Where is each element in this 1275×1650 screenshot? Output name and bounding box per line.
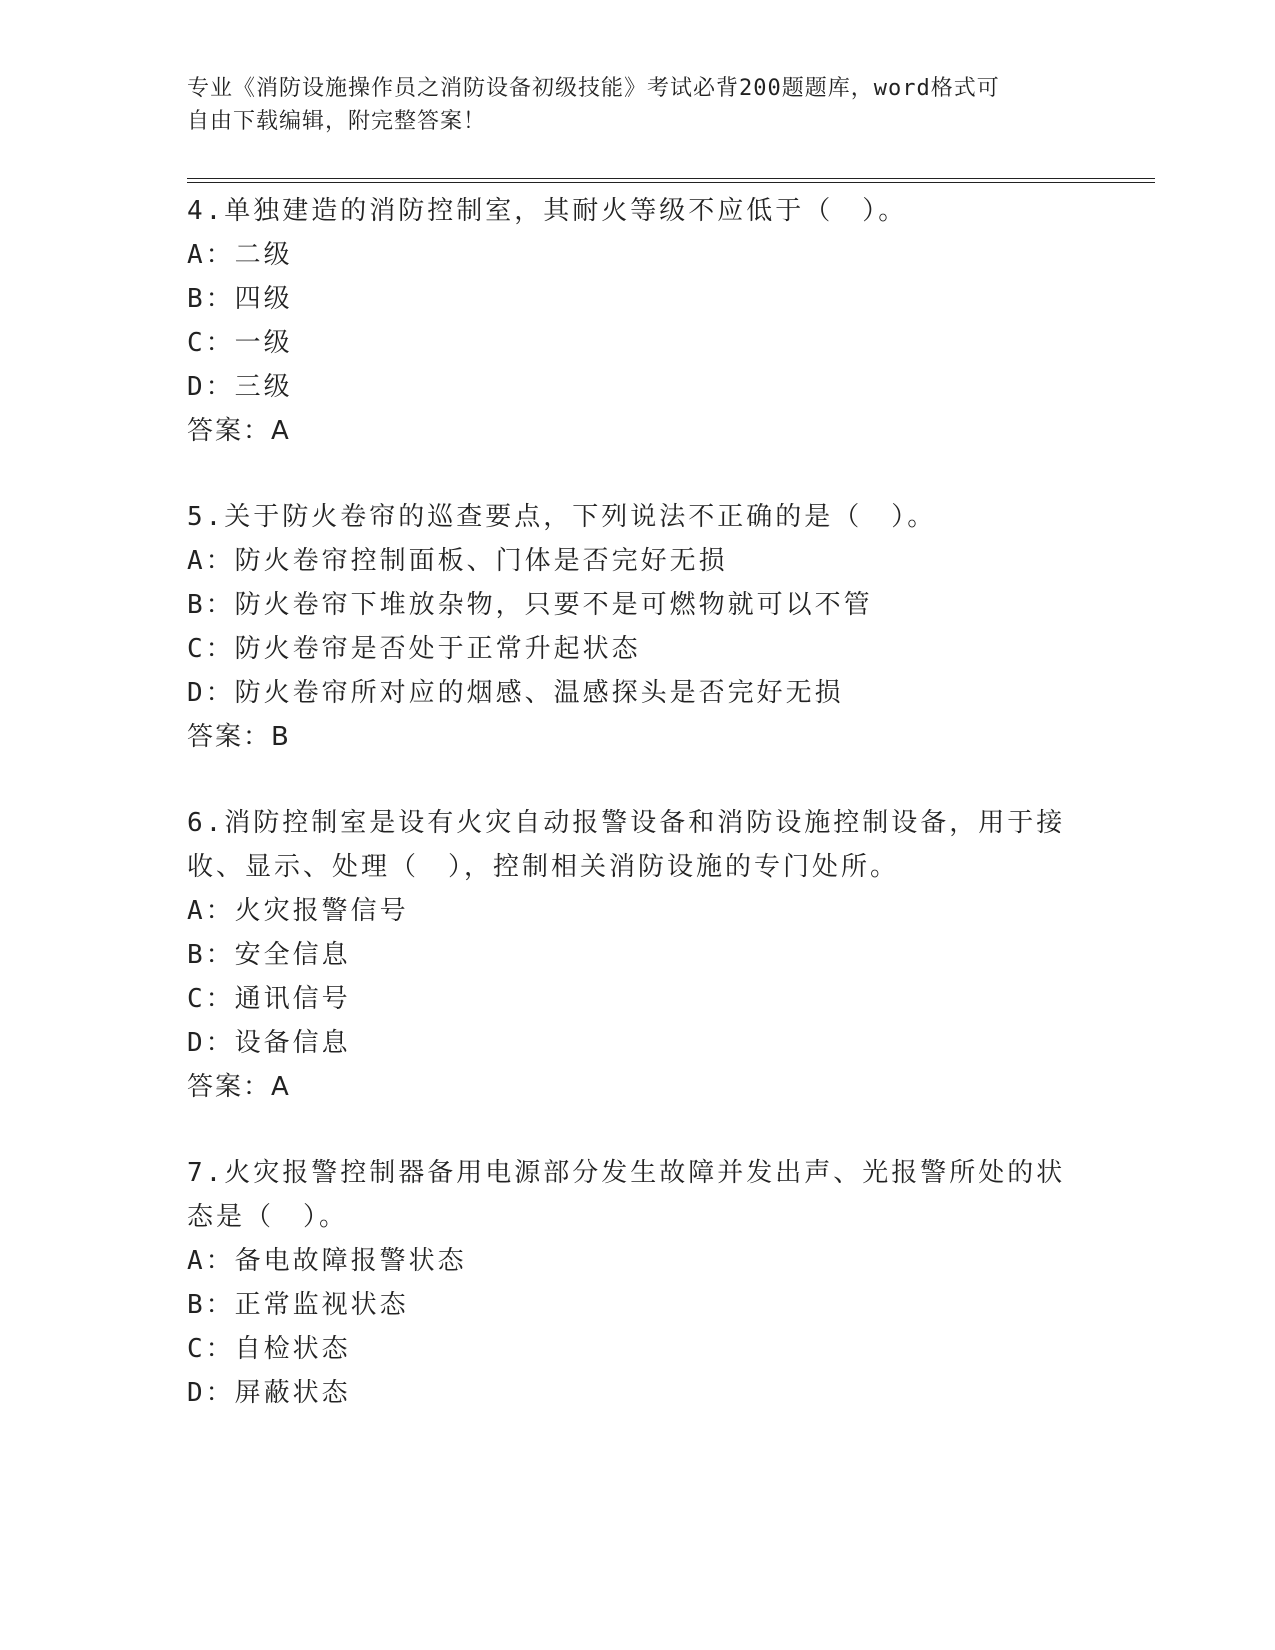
question-7-stem-line-2: 态是（ ）。: [187, 1202, 349, 1232]
header-divider-bottom: [187, 182, 1155, 183]
question-7-option-a: A：备电故障报警状态: [187, 1246, 467, 1276]
question-6-option-c: C：通讯信号: [187, 984, 351, 1014]
header-line-2: 自由下载编辑，附完整答案！: [187, 109, 487, 134]
question-5-option-b: B：防火卷帘下堆放杂物，只要不是可燃物就可以不管: [187, 590, 873, 620]
question-5-option-c: C：防火卷帘是否处于正常升起状态: [187, 634, 641, 664]
header-divider-top: [187, 178, 1155, 179]
question-5-option-d: D：防火卷帘所对应的烟感、温感探头是否完好无损: [187, 678, 844, 708]
question-7-stem-line-1: 7.火灾报警控制器备用电源部分发生故障并发出声、光报警所处的状: [187, 1158, 1066, 1188]
question-4-option-d: D：三级: [187, 372, 293, 402]
question-6-option-a: A：火灾报警信号: [187, 896, 409, 926]
question-6-option-d: D：设备信息: [187, 1028, 351, 1058]
question-6-answer: 答案：A: [187, 1072, 291, 1102]
question-7-option-b: B：正常监视状态: [187, 1290, 409, 1320]
question-6-stem-line-2: 收、显示、处理（ ），控制相关消防设施的专门处所。: [187, 852, 900, 882]
question-5-stem: 5.关于防火卷帘的巡查要点，下列说法不正确的是（ ）。: [187, 502, 937, 532]
question-4-answer: 答案：A: [187, 416, 291, 446]
question-5-answer: 答案：B: [187, 722, 291, 752]
question-5-option-a: A：防火卷帘控制面板、门体是否完好无损: [187, 546, 728, 576]
question-4-option-b: B：四级: [187, 284, 293, 314]
question-4-option-c: C：一级: [187, 328, 293, 358]
question-4-stem: 4.单独建造的消防控制室，其耐火等级不应低于（ ）。: [187, 196, 908, 226]
question-7-option-c: C：自检状态: [187, 1334, 351, 1364]
question-6-option-b: B：安全信息: [187, 940, 351, 970]
document-header: [187, 72, 1057, 138]
question-6-stem-line-1: 6.消防控制室是设有火灾自动报警设备和消防设施控制设备，用于接: [187, 808, 1066, 838]
question-4-option-a: A：二级: [187, 240, 293, 270]
header-line-1: 专业《消防设施操作员之消防设备初级技能》考试必背200题题库，word格式可: [187, 76, 1000, 101]
question-7-option-d: D：屏蔽状态: [187, 1378, 351, 1408]
